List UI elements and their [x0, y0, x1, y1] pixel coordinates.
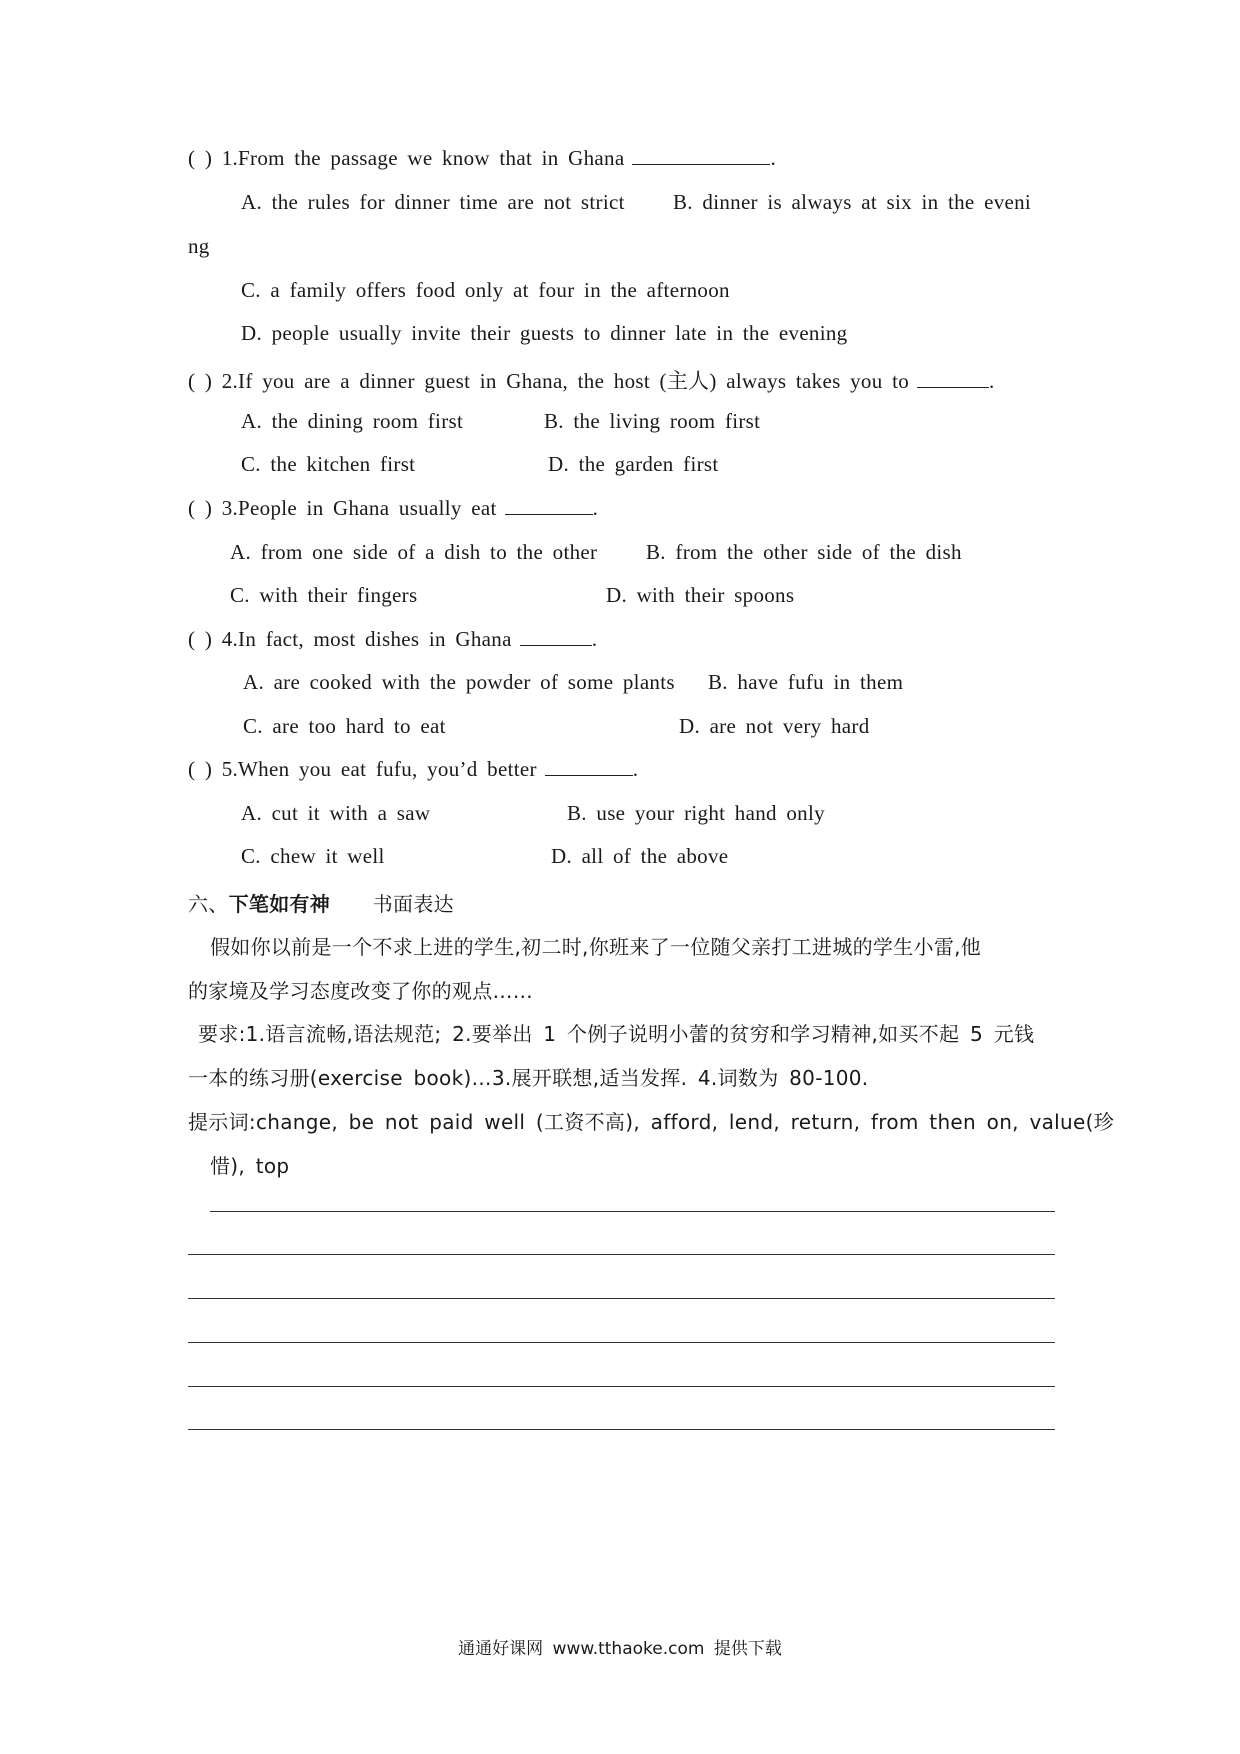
q1-option-b: B. dinner is always at six in the eveni	[673, 190, 1032, 214]
q3-option-c: C. with their fingers	[230, 583, 418, 607]
question-stem: 3.People in Ghana usually eat	[221, 496, 497, 520]
writing-prompt-line-1: 假如你以前是一个不求上进的学生,初二时,你班来了一位随父亲打工进城的学生小雷,他	[210, 935, 982, 959]
q3-option-b: B. from the other side of the dish	[646, 540, 962, 564]
answer-blank[interactable]	[520, 627, 592, 646]
answer-paren[interactable]: ( )	[188, 757, 213, 781]
answer-paren[interactable]: ( )	[188, 369, 213, 393]
answer-blank[interactable]	[545, 757, 633, 776]
answer-blank[interactable]	[505, 496, 593, 515]
writing-line[interactable]	[188, 1429, 1055, 1430]
q5-option-c: C. chew it well	[241, 844, 385, 868]
writing-line[interactable]	[188, 1254, 1055, 1255]
question-stem: 1.From the passage we know that in Ghana	[221, 146, 625, 170]
question-5: ( ) 5.When you eat fufu, you’d better .	[188, 757, 639, 781]
question-2: ( ) 2.If you are a dinner guest in Ghana, the host (主人) always takes you to .	[188, 369, 995, 393]
q1-option-c: C. a family offers food only at four in the afternoon	[241, 278, 730, 302]
question-4: ( ) 4.In fact, most dishes in Ghana .	[188, 627, 598, 651]
writing-line[interactable]	[188, 1386, 1055, 1387]
answer-blank[interactable]	[917, 369, 989, 388]
q1-option-b-wrap: ng	[188, 234, 210, 258]
writing-section-heading	[188, 888, 454, 917]
writing-requirements-line-1: 要求:1.语言流畅,语法规范; 2.要举出 1 个例子说明小蕾的贫穷和学习精神,如买不起 5 元钱	[198, 1022, 1035, 1046]
q4-option-a: A. are cooked with the powder of some plants	[243, 670, 675, 694]
q4-option-b: B. have fufu in them	[708, 670, 904, 694]
q5-option-a: A. cut it with a saw	[241, 801, 431, 825]
section-number: 六、	[188, 892, 229, 916]
q4-option-c: C. are too hard to eat	[243, 714, 446, 738]
page-footer: 通通好课网 www.tthaoke.com 提供下载	[458, 1639, 782, 1659]
writing-hint-words-line-2: 惜), top	[210, 1154, 290, 1178]
q4-option-d: D. are not very hard	[679, 714, 870, 738]
q5-option-b: B. use your right hand only	[567, 801, 825, 825]
section-subtitle: 书面表达	[372, 892, 454, 916]
question-1: ( ) 1.From the passage we know that in Ghana .	[188, 146, 777, 170]
question-stem: 2.If you are a dinner guest in Ghana, the host (主人) always takes you to	[221, 369, 910, 393]
section-title: 下笔如有神	[228, 892, 331, 916]
writing-hint-words-line-1: 提示词:change, be not paid well (工资不高), afford, lend, return, from then on, value(珍	[188, 1110, 1115, 1134]
question-3: ( ) 3.People in Ghana usually eat .	[188, 496, 599, 520]
question-stem: 4.In fact, most dishes in Ghana	[221, 627, 512, 651]
q3-option-d: D. with their spoons	[606, 583, 795, 607]
q1-option-d: D. people usually invite their guests to dinner late in the evening	[241, 321, 848, 345]
q5-option-d: D. all of the above	[551, 844, 729, 868]
answer-paren[interactable]: ( )	[188, 146, 213, 170]
q2-option-c: C. the kitchen first	[241, 452, 416, 476]
q2-option-b: B. the living room first	[544, 409, 761, 433]
q2-option-a: A. the dining room first	[241, 409, 464, 433]
answer-paren[interactable]: ( )	[188, 627, 213, 651]
writing-prompt-line-2: 的家境及学习态度改变了你的观点……	[188, 979, 534, 1003]
answer-blank[interactable]	[632, 146, 770, 165]
q2-option-d: D. the garden first	[548, 452, 719, 476]
writing-line[interactable]	[188, 1342, 1055, 1343]
q3-option-a: A. from one side of a dish to the other	[230, 540, 598, 564]
writing-line[interactable]	[210, 1211, 1055, 1212]
writing-requirements-line-2: 一本的练习册(exercise book)…3.展开联想,适当发挥. 4.词数为 80-100.	[188, 1066, 869, 1090]
writing-line[interactable]	[188, 1298, 1055, 1299]
answer-paren[interactable]: ( )	[188, 496, 213, 520]
question-stem: 5.When you eat fufu, you’d better	[221, 757, 537, 781]
q1-option-a: A. the rules for dinner time are not strict	[241, 190, 625, 214]
